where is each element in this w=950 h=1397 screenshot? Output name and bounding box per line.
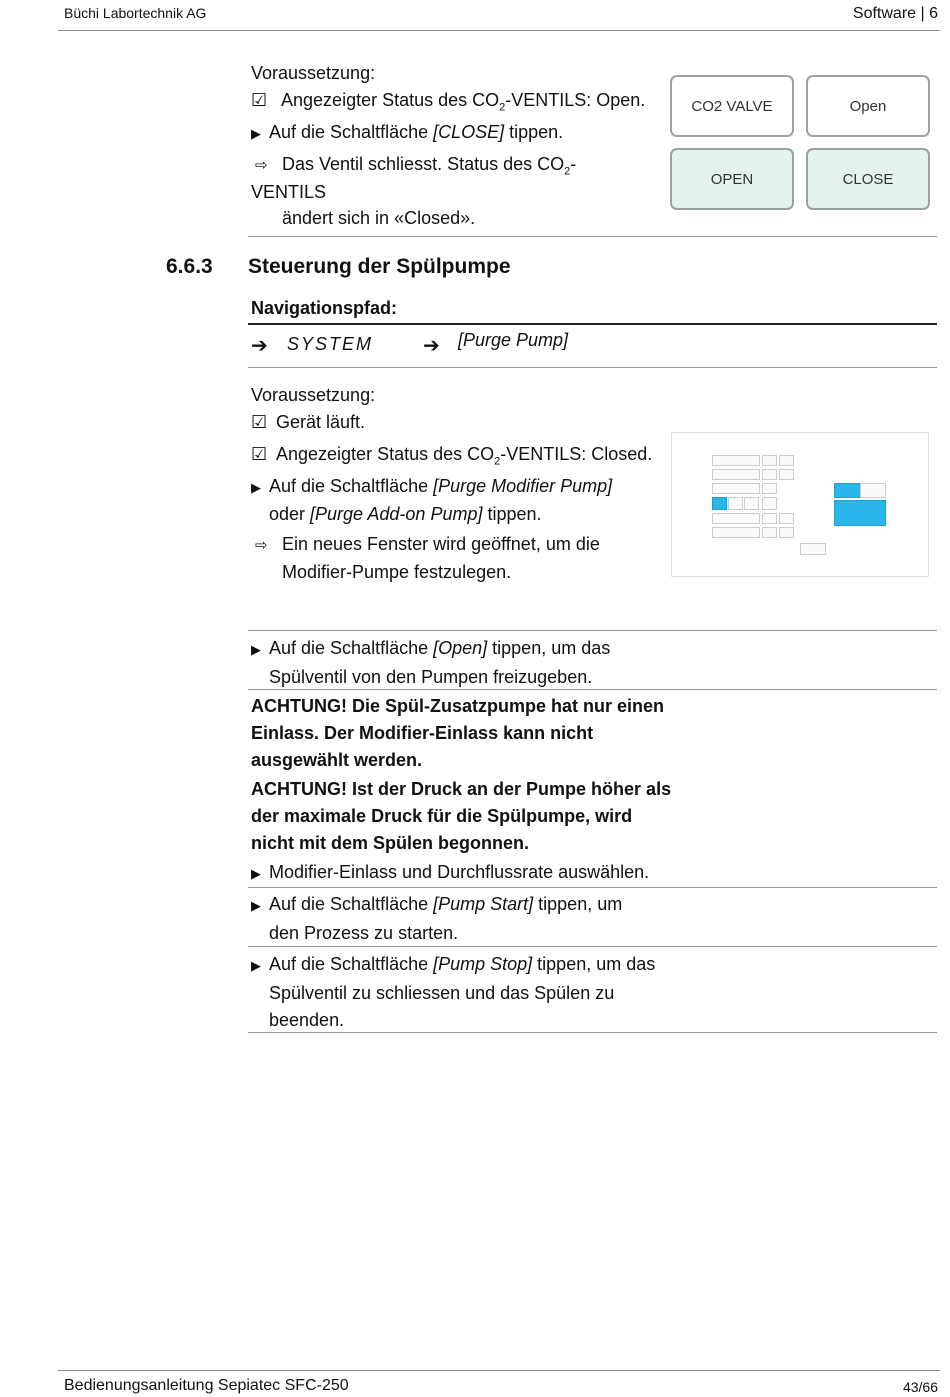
page-number: 43/66 xyxy=(902,1379,938,1395)
nav-divider-top xyxy=(248,323,937,325)
checkbox-icon: ☑ xyxy=(251,444,268,464)
section-number: 6.6.3 xyxy=(166,255,213,278)
block2-prereq: Voraussetzung: xyxy=(251,385,376,405)
step-select: ▶ Modifier-Einlass und Durchflussrate auswählen. xyxy=(251,859,691,887)
section-title: Steuerung der Spülpumpe xyxy=(248,255,511,278)
checkbox-icon: ☑ xyxy=(251,412,268,432)
divider xyxy=(248,689,937,690)
warning-2: ACHTUNG! Ist der Druck an der Pumpe höher als der maximale Druck für die Spülpumpe, wird nicht mit dem Spülen begonnen. xyxy=(251,779,672,853)
step-arrow-icon: ▶ xyxy=(251,480,261,495)
nav-arrow-1: ➔ xyxy=(251,335,268,357)
block2-check2: ☑ Angezeigter Status des $CO_2$-VENTILS: Closed. xyxy=(251,441,661,467)
step-start: ▶ Auf die Schaltfläche [Pump Start] tippen, um den Prozess zu starten. xyxy=(251,894,623,943)
nav-system: SYSTEM xyxy=(287,334,374,354)
open-button[interactable]: OPEN xyxy=(670,148,794,210)
nav-divider-bottom xyxy=(248,367,937,368)
purge-pump-screenshot xyxy=(671,432,929,577)
step-stop: ▶ Auf die Schaltfläche [Pump Stop] tippen, um das Spülventil zu schliessen und das Spülen zu beenden. xyxy=(251,954,656,1030)
step-arrow-icon: ▶ xyxy=(251,642,261,657)
divider xyxy=(248,887,937,888)
step-arrow-icon: ▶ xyxy=(251,958,261,973)
nav-heading: Navigationspfad: xyxy=(251,298,398,318)
warning-1: ACHTUNG! Die Spül-Zusatzpumpe hat nur einen Einlass. Der Modifier-Einlass kann nicht ausgewählt werden. xyxy=(251,696,665,770)
step-arrow-icon: ▶ xyxy=(251,866,261,881)
valve-status-display: Open xyxy=(806,75,930,137)
close-button[interactable]: CLOSE xyxy=(806,148,930,210)
divider xyxy=(248,236,937,237)
co2-valve-label: CO2 VALVE xyxy=(670,75,794,137)
nav-target: [Purge Pump] xyxy=(458,330,569,350)
block2-step: ▶ Auf die Schaltfläche [Purge Modifier Pump] oder [Purge Add-on Pump] tippen. xyxy=(251,476,613,524)
divider xyxy=(248,1032,937,1033)
step-arrow-icon: ▶ xyxy=(251,126,261,141)
header-divider xyxy=(58,30,940,31)
result-arrow-icon: ⇨ xyxy=(255,157,268,174)
block1-prereq: Voraussetzung: xyxy=(251,63,376,83)
footer-divider xyxy=(58,1370,940,1371)
block2 xyxy=(251,382,661,585)
block1-result: ⇨ Das Ventil schliesst. Status des $CO_2$-VENTILS ändert sich in «Closed». xyxy=(251,154,577,228)
nav-arrow-2: ➔ xyxy=(423,335,440,357)
result-arrow-icon: ⇨ xyxy=(255,537,268,554)
block1-step: ▶ Auf die Schaltfläche [CLOSE] tippen. xyxy=(251,119,651,147)
step-arrow-icon: ▶ xyxy=(251,898,261,913)
block1-check: ☑ Angezeigter Status des $CO_2$-VENTILS: Open. xyxy=(251,87,651,113)
divider xyxy=(248,630,937,631)
block1 xyxy=(251,60,651,231)
block2-result: ⇨ Ein neues Fenster wird geöffnet, um die Modifier-Pumpe festzulegen. xyxy=(255,534,600,582)
step-open: ▶ Auf die Schaltfläche [Open] tippen, um das Spülventil von den Pumpen freizugeben. xyxy=(251,638,611,687)
header-section: Software | 6 xyxy=(852,5,938,22)
footer-manual-title: Bedienungsanleitung Sepiatec SFC-250 xyxy=(64,1377,349,1394)
divider xyxy=(248,946,937,947)
header-company: Büchi Labortechnik AG xyxy=(64,5,207,21)
checkbox-icon: ☑ xyxy=(251,90,268,110)
block2-check1: ☑ Gerät läuft. xyxy=(251,409,661,435)
